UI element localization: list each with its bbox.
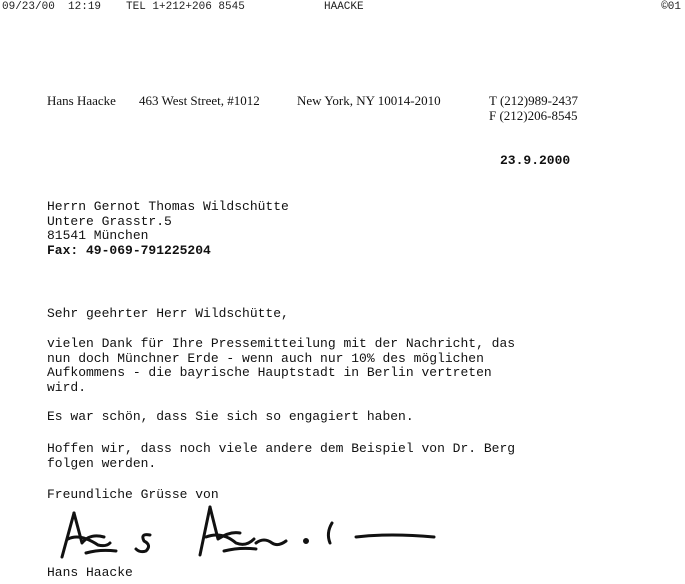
letterhead-street: 463 West Street, #1012 (139, 93, 260, 108)
recipient-street: Untere Grasstr.5 (47, 213, 172, 229)
fax-tel-number: TEL 1+212+206 8545 (126, 1, 245, 13)
recipient-city: 81541 München (47, 228, 149, 243)
closing: Freundliche Grüsse von (47, 487, 219, 502)
fax-transmission-header (0, 0, 685, 14)
recipient-address (47, 200, 289, 258)
letterhead-fax: F (212)206-8545 (489, 108, 578, 123)
handwritten-signature (60, 503, 440, 563)
letterhead-city: New York, NY 10014-2010 (297, 93, 441, 108)
paragraph-engagement: Es war schön, dass Sie sich so engagiert haben. (47, 409, 414, 424)
fax-datetime: 09/23/00 12:19 (2, 1, 102, 13)
fax-sender-name: HAACKE (324, 1, 364, 13)
paragraph-thanks: vielen Dank für Ihre Pressemitteilung mit der Nachricht, das nun doch Münchner Erde - wenn auch nur 10% des möglichen Aufkommens - die bayrische Hauptstadt in Berlin vertreten wird. (47, 336, 516, 395)
signer-name: Hans Haacke (47, 565, 133, 580)
letterhead-name: Hans Haacke (47, 93, 116, 108)
salutation: Sehr geehrter Herr Wildschütte, (47, 306, 289, 321)
recipient-fax: Fax: 49-069-791225204 (47, 242, 211, 258)
letterhead-contact (489, 93, 578, 123)
fax-page-number: ©01 (661, 1, 681, 13)
letter-date: 23.9.2000 (500, 153, 571, 168)
recipient-name: Herrn Gernot Thomas Wildschütte (47, 199, 289, 214)
letterhead-phone: T (212)989-2437 (489, 93, 578, 108)
paragraph-hope: Hoffen wir, dass noch viele andere dem Beispiel von Dr. Berg folgen werden. (47, 441, 516, 471)
